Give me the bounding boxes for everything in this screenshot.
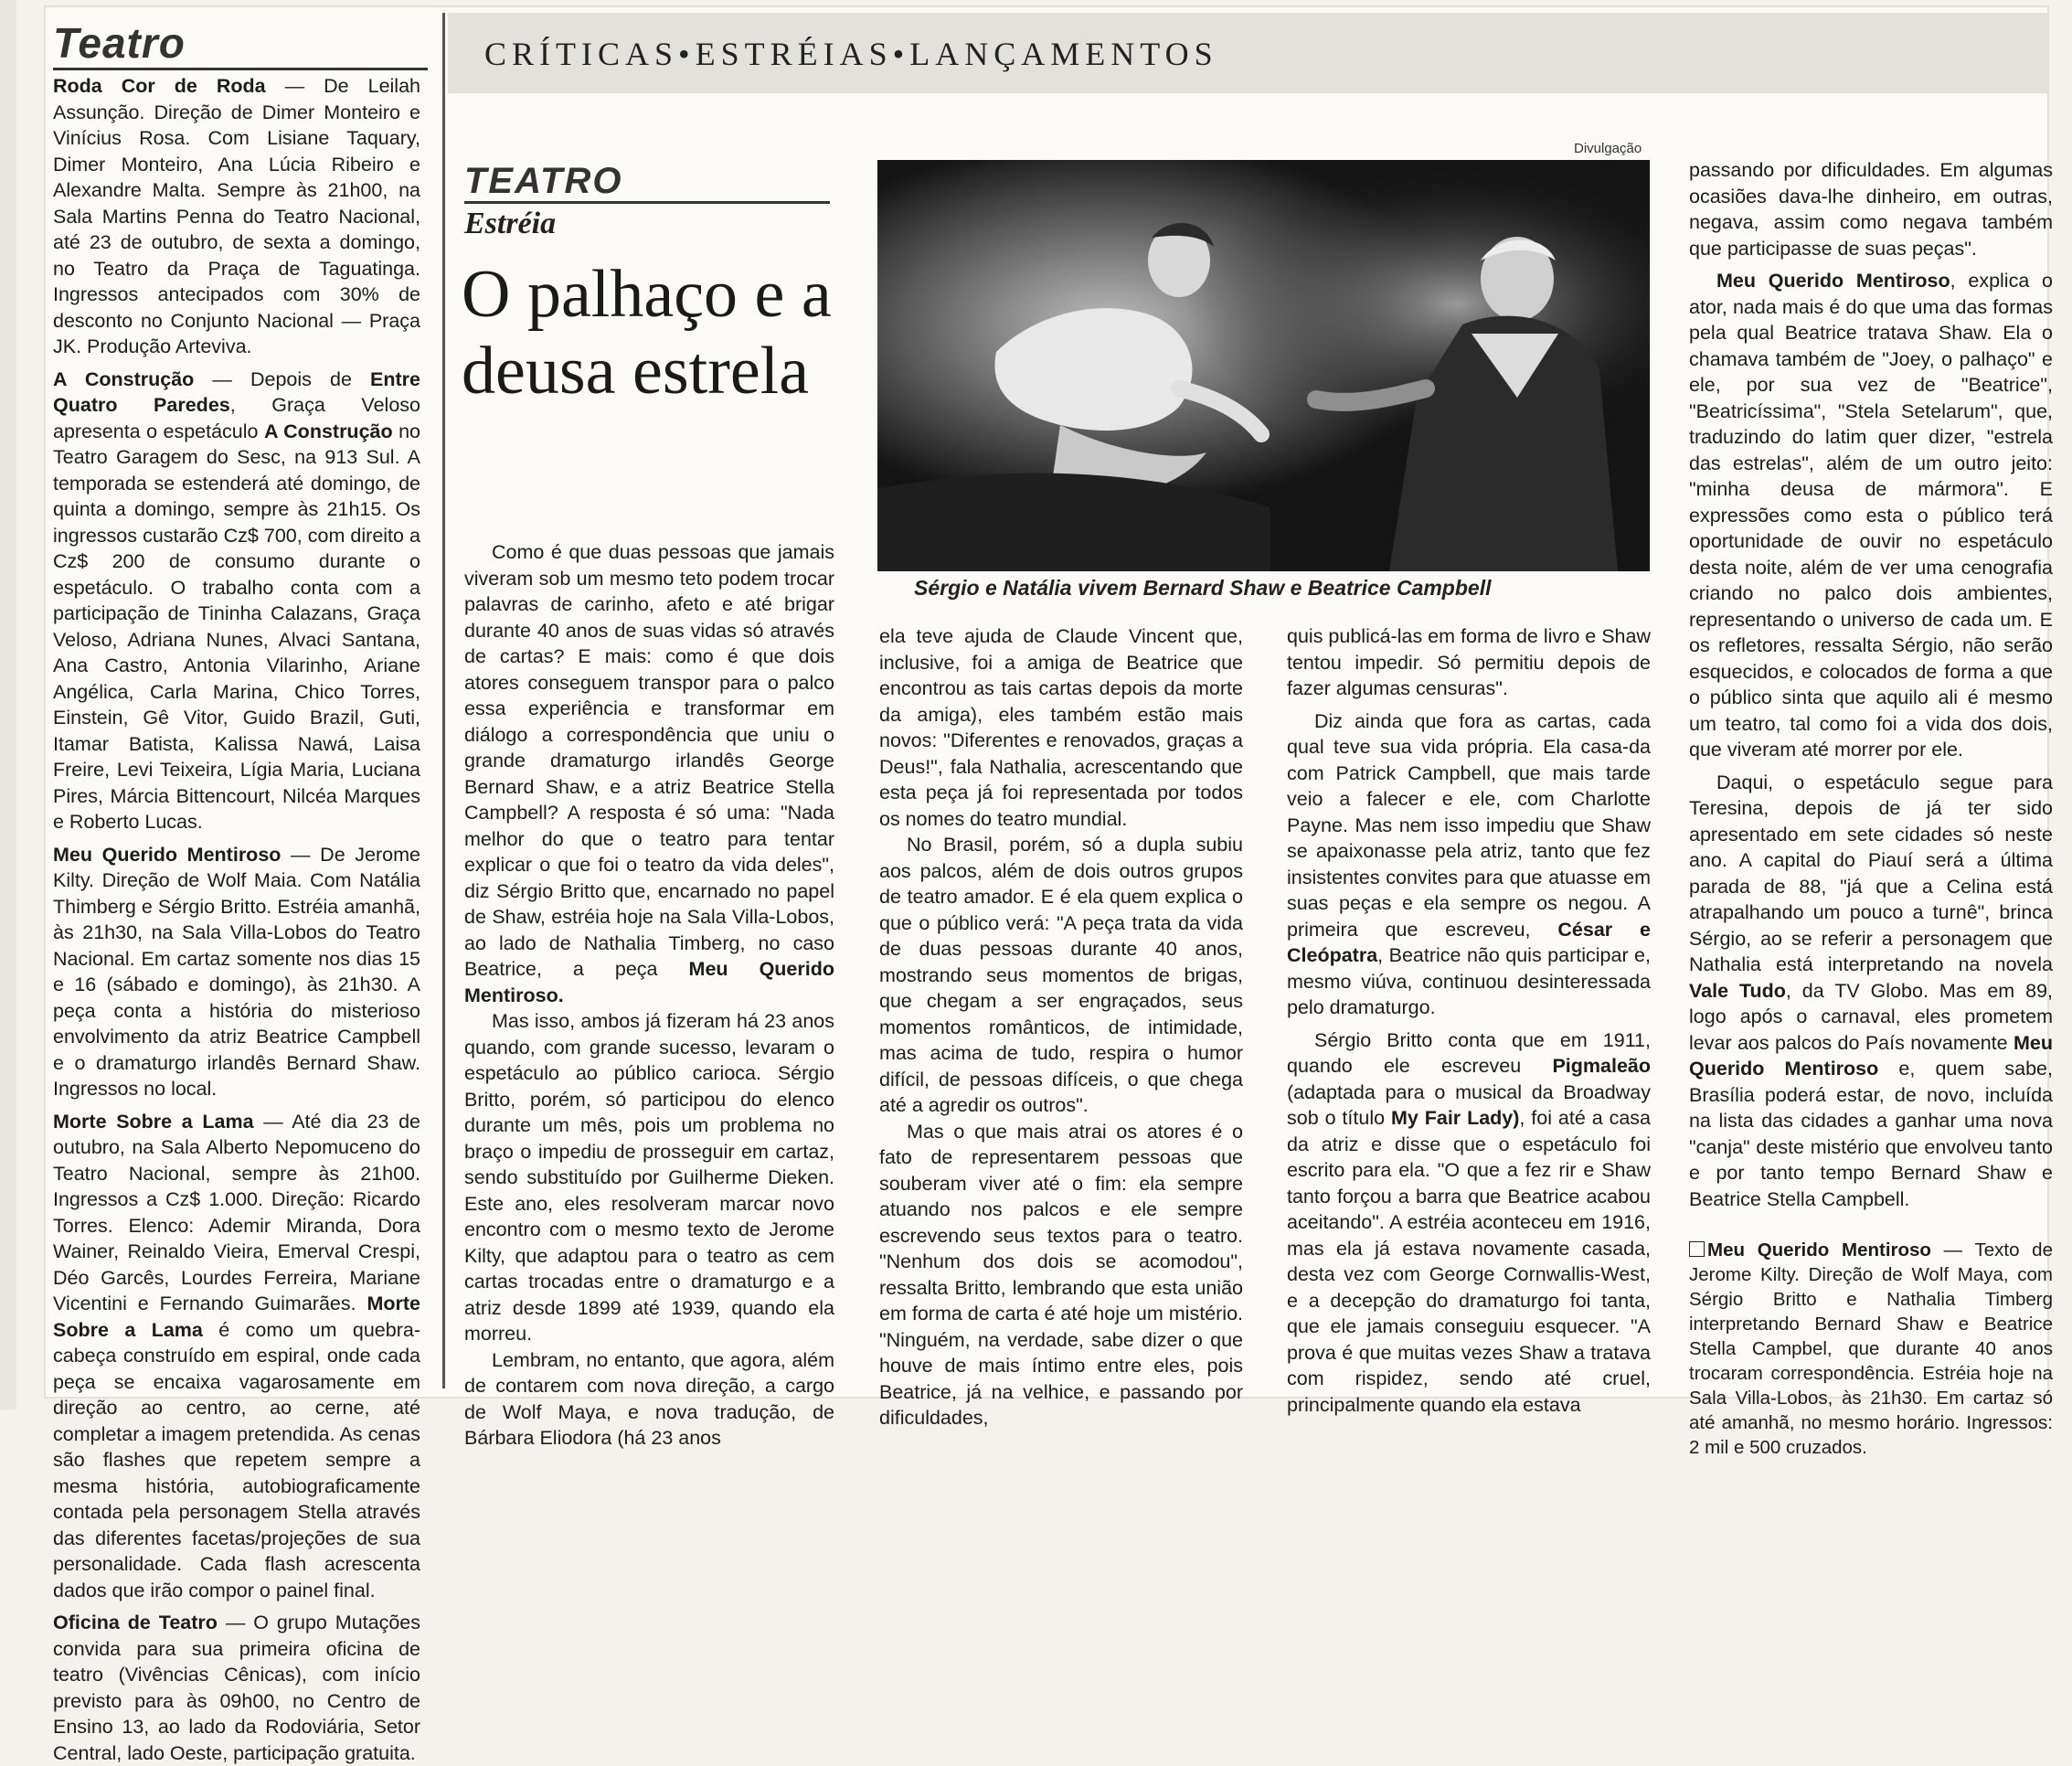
section-rule bbox=[464, 201, 830, 204]
paragraph-text: (adaptada para o musical da Broadway sob o título bbox=[1287, 1080, 1651, 1129]
listing-item bbox=[53, 367, 420, 835]
scan-edge bbox=[0, 0, 16, 1410]
article-photo bbox=[877, 160, 1650, 571]
listing-text: — O grupo Mutações convida para sua primeira oficina de teatro (Vivências Cênicas), com início previsto para às 09h00, no Centro de Ensino 13, ao lado da Rodoviária, Setor Central, lado Oeste, participação gratuita. bbox=[53, 1612, 421, 1764]
listing-bold: Entre Quatro Paredes bbox=[53, 367, 420, 416]
paragraph-text: , foi até a casa da atriz e disse que o espetáculo foi escrito para ela. "O que a fez rir e Shaw tanto forçou a barra que Beatrice acabou aceitando". A estréia aconteceu em 1916, mas ela já estava novamente casada, desta vez com George Cornwallis-West, e a decepção do dramaturgo foi tanta, que ele jamais conseguiu esquecer. "A prova é que muitas vezes Shaw a tratava com rispidez, sendo até cruel, principalmente quando ela estava bbox=[1287, 1107, 1651, 1416]
paragraph: ela teve ajuda de Claude Vincent que, inclusive, foi a amiga de Beatrice que encontrou as tais cartas depois da morte da amiga), eles também estão mais novos: "Diferentes e renovados, graças a Deus!", fala Nathalia, acrescentando que esta peça já foi representada por todos os nomes do teatro mundial. bbox=[879, 625, 1243, 830]
paragraph: Mas isso, ambos já fizeram há 23 anos quando, com grande sucesso, levaram o espetáculo ao público carioca. Sérgio Britto, porém, só participou do elenco durante um mês, pois um problema no braço o impediu de prosseguir em cartaz, sendo substituído por Guilherme Dieken. Este ano, eles resolveram marcar novo encontro com o mesmo texto de Jerome Kilty, que adaptou para o teatro as cem cartas trocadas entre o dramaturgo e a atriz desde 1899 até 1939, quando ela morreu. bbox=[464, 1010, 834, 1345]
paragraph bbox=[1287, 1027, 1651, 1419]
listing-bold: Morte Sobre a Lama bbox=[53, 1293, 420, 1341]
photo-credit: Divulgação bbox=[1574, 141, 1642, 156]
paragraph-text: Como é que duas pessoas que jamais viveram sob um mesmo teto podem trocar palavras de carinho, afeto e até brigar durante 40 anos de suas vidas só através de cartas? E mais: como é que dois atores conseguem transpor para o palco essa experiência e transformar em diálogo a correspondência que uniu o grande dramaturgo irlandês George Bernard Shaw, e a atriz Beatrice Stella Campbell? A resposta é só uma: "Nada melhor do que o teatro para tentar explicar o que foi o teatro da vida deles", diz Sérgio Britto que, encarnado no papel de Shaw, estréia hoje na Sala Villa-Lobos, ao lado de Nathalia Timberg, no caso Beatrice, a peça bbox=[464, 541, 834, 980]
listing-text: no Teatro Garagem do Sesc, na 913 Sul. A temporada se estenderá até domingo, de quinta a domingo, sempre às 21h15. Os ingressos custarão Cz$ 700, com direito a Cz$ 200 de consumo durante o espetáculo. O trabalho conta com a participação de Tininha Calazans, Graça Veloso, Adriana Nunes, Alvaci Santana, Ana Castro, Antonia Vilarinho, Ariane Angélica, Carla Marina, Chico Torres, Einstein, Gê Vitor, Guido Brazil, Guti, Itamar Batista, Kalissa Nawá, Laisa Freire, Levi Teixeira, Lígia Maria, Luciana Pires, Márcia Bittencourt, Nilcéa Marques e Roberto Lucas. bbox=[53, 420, 421, 833]
paragraph-text: , explica o ator, nada mais é do que uma das formas pela qual Beatrice tratava Shaw. Ela o chamava também de "Joey, o palhaço" e ele, por sua vez de "Beatrice", "Beatricíssima", "Stela Setelarum", que, traduzindo do latim quer dizer, "estrela das estrelas", além de um outro jeito: "minha deusa de mármora". E expressões como esta o público terá oportunidade de ouvir no espetáculo desta noite, além de ver uma cenografia criando no palco dois ambientes, representando o universo de cada um. E os refletores, ressalta Sérgio, não serão esquecidos, e colocados de forma a que o público sinta que aquilo ali é mesmo um teatro, tal como foi a vida dos dois, que viveram até morrer por ele. bbox=[1689, 270, 2053, 761]
paragraph bbox=[464, 539, 834, 1008]
listings-column bbox=[53, 73, 420, 1766]
listing-text: — De Jerome Kilty. Direção de Wolf Maia. Com Natália Thimberg e Sérgio Britto. Estréia amanhã, às 21h30, na Sala Villa-Lobos do Teatro Nacional. Em cartaz somente nos dias 15 e 16 (sábado e domingo), às 21h30. A peça conta a história do misterioso envolvimento da atriz Beatrice Campbell e o dramaturgo irlandês Bernard Shaw. Ingressos no local. bbox=[53, 843, 420, 1100]
listing-name: Roda Cor de Roda bbox=[53, 75, 266, 97]
paragraph bbox=[1287, 708, 1651, 1021]
kicker: Estréia bbox=[464, 207, 557, 240]
play-title: César e Cleópatra bbox=[1287, 918, 1651, 966]
paragraph bbox=[1689, 770, 2053, 1213]
listing-text: — Até dia 23 de outubro, na Sala Alberto Nepomuceno do Teatro Nacional, sempre às 21h00. Ingressos a Cz$ 1.000. Direção: Ricardo Torres. Elenco: Ademir Miranda, Dora Wainer, Reinaldo Vieira, Emerval Crespi, Déo Garcês, Lourdes Ferreira, Mariane Vicentini e Fernando Guimarães. bbox=[53, 1110, 420, 1314]
paragraph: No Brasil, porém, só a dupla subiu aos palcos, além de dois outros grupos de teatro amador. E é ela quem explica o que o público verá: "A peça trata da vida de duas pessoas durante 40 anos, mostrando seus momentos de brigas, que chegam a ser engraçados, seus momentos românticos, de intimidade, mas acima de tudo, respira o humor difícil, de pessoas difíceis, o que chega até a agredir os outros". bbox=[879, 834, 1243, 1116]
info-box-title: Meu Querido Mentiroso bbox=[1707, 1239, 1931, 1261]
listing-bold: A Construção bbox=[263, 420, 393, 442]
paragraph-text: Diz ainda que fora as cartas, cada qual teve sua vida própria. Ela casa-da com Patrick Campbell, que mais tarde veio a falecer e ele, com Charlotte Payne. Mas nem isso impediu que Shaw se apaixonasse pela atriz, tanto que fez insistentes convites para que atuasse em suas peças e ela sempre os negou. A primeira que escreveu, bbox=[1287, 709, 1651, 941]
paragraph-text: Daqui, o espetáculo segue para Teresina, depois de já ter sido apresentado em sete cidades só neste ano. A capital do Piauí será a última parada de 88, "já que a Celina está atrapalhando um pouco a turnê", brinca Sérgio, ao se referir a personagem que Nathalia está interpretando na novela bbox=[1689, 771, 2053, 975]
listing-text: — Depois de bbox=[194, 367, 371, 390]
banner-text: CRÍTICAS•ESTRÉIAS•LANÇAMENTOS bbox=[484, 36, 1218, 72]
paragraph bbox=[1689, 268, 2053, 763]
play-title: Meu Querido Mentiroso. bbox=[464, 958, 834, 1006]
box-bullet-icon bbox=[1689, 1241, 1705, 1257]
listing-item bbox=[53, 73, 420, 360]
listing-name: Oficina de Teatro bbox=[53, 1612, 218, 1633]
listing-item bbox=[53, 1109, 420, 1604]
listing-text: — De Leilah Assunção. Direção de Dimer Monteiro e Vinícius Rosa. Com Lisiane Taquary, Dimer Monteiro, Ana Lúcia Ribeiro e Alexandre Malta. Sempre às 21h00, na Sala Martins Penna do Teatro Nacional, até 23 de outubro, de sexta a domingo, no Teatro da Praça de Taguatinga. Ingressos antecipados com 30% de desconto no Conjunto Nacional — Praça JK. Produção Arteviva. bbox=[53, 75, 420, 357]
paragraph: Lembram, no entanto, que agora, além de contarem com nova direção, a cargo de Wolf Maya, e nova tradução, de Bárbara Eliodora (há 23 anos bbox=[464, 1348, 834, 1449]
headline: O palhaço e a deusa estrela bbox=[462, 257, 832, 409]
listing-name: A Construção bbox=[53, 367, 195, 390]
info-box-text: — Texto de Jerome Kilty. Direção de Wolf Maya, com Sérgio Britto e Nathalia Timberg interpretando Bernard Shaw e Beatrice Stella Campbel, que durante 40 anos trocaram correspondência. Estréia hoje na Sala Villa-Lobos, às 21h30. Em cartaz só até amanhã, no mesmo horário. Ingressos: 2 mil e 500 cruzados. bbox=[1689, 1239, 2053, 1458]
photo-caption: Sérgio e Natália vivem Bernard Shaw e Beatrice Campbell bbox=[914, 576, 1492, 600]
play-title: Meu Querido Mentiroso bbox=[1716, 270, 1950, 292]
listings-title-rule bbox=[53, 68, 428, 70]
paragraph-text: Sérgio Britto conta que em 1911, quando ele escreveu bbox=[1287, 1028, 1651, 1077]
column-divider bbox=[442, 13, 445, 1388]
listings-title: Teatro bbox=[53, 19, 186, 67]
listing-name: Morte Sobre a Lama bbox=[53, 1110, 254, 1133]
play-title: Pigmaleão bbox=[1552, 1055, 1651, 1077]
listing-text: , Graça Veloso apresenta o espetáculo bbox=[53, 394, 420, 442]
article-column-3 bbox=[1287, 623, 1651, 1418]
paragraph: Mas o que mais atrai os atores é o fato de representarem pessoas que souberam viver até o fim: ela sempre atuando nos palcos e ele sempre escrevendo seus textos para o teatro. "Nenhum dos dois se acomodou", ressalta Britto, lembrando que esta união em forma de carta é até hoje um mistério. "Ninguém, na verdade, sabe dizer o que houve de mais íntimo entre eles, pois Beatrice, já na velhice, e passando por dificuldades, bbox=[879, 1120, 1243, 1429]
section-label: TEATRO bbox=[464, 161, 623, 201]
listing-name: Meu Querido Mentiroso bbox=[53, 843, 282, 866]
paragraph: passando por dificuldades. Em algumas ocasiões dava-lhe dinheiro, em outras, negava, assim como negava também que participasse de suas peças". bbox=[1689, 159, 2053, 260]
play-title: Meu Querido Mentiroso bbox=[1689, 1031, 2053, 1080]
listing-text: é como um quebra-cabeça construído em espiral, onde cada peça se encaixa vagarosamente em direção ao centro, ao cerne, até completar a imagem pretendida. As cenas são flashes que repetem sempre a mesma história, autobiograficamente contada pela personagem Stella através das diferentes facetas/projeções de sua personalidade. Cada flash acrescenta dados que irão compor o painel final. bbox=[53, 1318, 421, 1601]
play-title: My Fair Lady) bbox=[1390, 1107, 1520, 1129]
listing-item bbox=[53, 1610, 420, 1766]
paragraph-text: e, quem sabe, Brasília poderá estar, de novo, incluída na lista das cidades a ganhar uma nova "canja" deste mistério que envolveu tanto e por tanto tempo Bernard Shaw e Beatrice Stella Campbell. bbox=[1689, 1058, 2053, 1210]
paragraph: quis publicá-las em forma de livro e Shaw tentou impedir. Só permitiu depois de fazer algumas censuras". bbox=[1287, 625, 1651, 699]
article-column-2 bbox=[879, 623, 1243, 1431]
info-box bbox=[1689, 1238, 2053, 1460]
listing-item bbox=[53, 842, 420, 1102]
stage-photo-image bbox=[877, 160, 1650, 571]
program-title: Vale Tudo bbox=[1689, 979, 1786, 1002]
paragraph-text: , da TV Globo. Mas em 89, logo após o carnaval, eles prometem levar aos palcos do País novamente bbox=[1689, 979, 2054, 1054]
article-column-4 bbox=[1689, 157, 2053, 1460]
article-column-1 bbox=[464, 539, 834, 1452]
paragraph-text: , Beatrice não quis participar e, mesmo viúva, continuou desinteressada pelo dramaturgo. bbox=[1287, 944, 1651, 1018]
